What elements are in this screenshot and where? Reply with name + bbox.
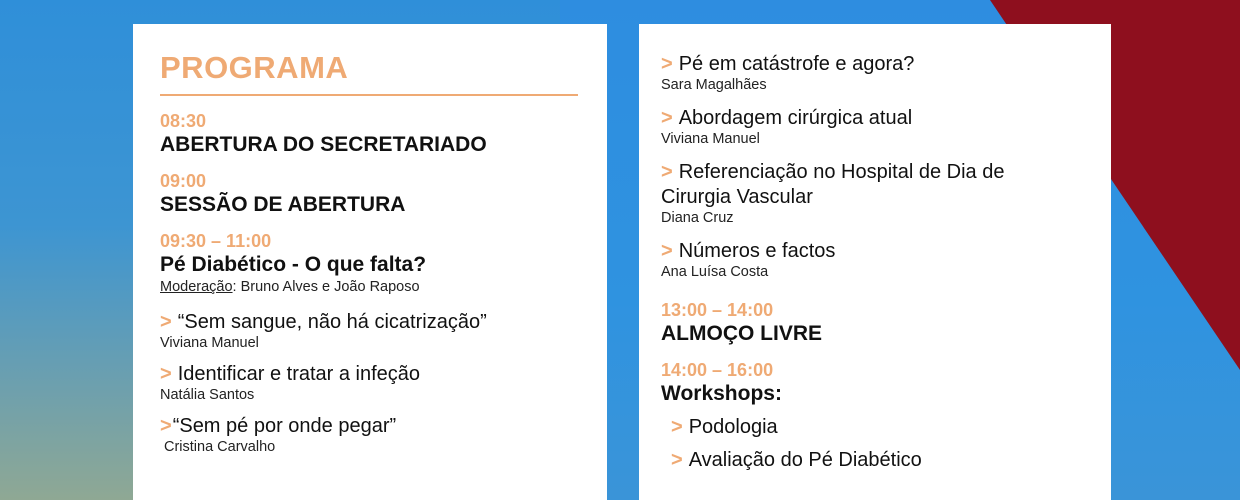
- talk-speaker: Viviana Manuel: [160, 335, 259, 351]
- chevron-right-icon: >: [671, 449, 683, 471]
- workshop-item: [661, 415, 1089, 440]
- entry-heading: Pé Diabético - O que falta?: [160, 253, 427, 276]
- talk-item: [160, 414, 580, 456]
- chevron-right-icon: >: [661, 53, 673, 75]
- talk-title: Pé em catástrofe e agora?: [678, 53, 915, 75]
- chevron-right-icon: >: [160, 311, 172, 333]
- schedule-entry: [661, 359, 1089, 473]
- workshop-title: Avaliação do Pé Diabético: [688, 449, 922, 471]
- talk-title: “Sem sangue, não há cicatrização”: [177, 311, 487, 333]
- talk-item: [661, 52, 1089, 94]
- talk-speaker: Cristina Carvalho: [164, 439, 276, 455]
- talk-speaker: Natália Santos: [160, 387, 255, 403]
- chevron-right-icon: >: [661, 107, 673, 129]
- chevron-right-icon: >: [671, 416, 683, 438]
- program-title: PROGRAMA: [160, 50, 578, 96]
- talk-item: [661, 160, 1089, 227]
- workshop-item: [661, 448, 1089, 473]
- program-card-left: [133, 24, 607, 500]
- entry-time: 13:00 – 14:00: [661, 300, 774, 320]
- talk-speaker: Diana Cruz: [661, 210, 734, 226]
- moderation-names: : Bruno Alves e João Raposo: [232, 279, 420, 295]
- moderation-label: Moderação: [160, 279, 233, 295]
- entry-time: 09:30 – 11:00: [160, 231, 272, 251]
- entry-time: 09:00: [160, 171, 207, 191]
- entry-time: 08:30: [160, 111, 207, 131]
- talk-item: [160, 310, 580, 352]
- entry-heading: Workshops:: [661, 382, 782, 405]
- chevron-right-icon: >: [661, 240, 673, 262]
- talk-title: Abordagem cirúrgica atual: [678, 107, 913, 129]
- talk-speaker: Sara Magalhães: [661, 77, 767, 93]
- schedule-entry: [160, 170, 580, 218]
- talk-item: [160, 362, 580, 404]
- entry-heading: ALMOÇO LIVRE: [661, 322, 822, 345]
- schedule-entry: [160, 230, 580, 296]
- talk-title-line1: Referenciação no Hospital de Dia de: [678, 161, 1005, 183]
- workshop-title: Podologia: [688, 416, 778, 438]
- chevron-right-icon: >: [160, 363, 172, 385]
- talk-speaker: Viviana Manuel: [661, 131, 760, 147]
- entry-time: 14:00 – 16:00: [661, 360, 774, 380]
- entry-heading: ABERTURA DO SECRETARIADO: [160, 133, 487, 156]
- talk-item: [661, 239, 1089, 281]
- talk-title-line2: Cirurgia Vascular: [661, 186, 813, 208]
- moderation-line: [160, 278, 580, 296]
- talk-title: “Sem pé por onde pegar”: [172, 415, 397, 437]
- talk-title: Números e factos: [678, 240, 836, 262]
- schedule-entry: [160, 110, 580, 158]
- entry-heading: SESSÃO DE ABERTURA: [160, 193, 406, 216]
- chevron-right-icon: >: [160, 415, 172, 437]
- talk-item: [661, 106, 1089, 148]
- talk-speaker: Ana Luísa Costa: [661, 264, 769, 280]
- chevron-right-icon: >: [661, 161, 673, 183]
- program-card-right: [639, 24, 1111, 500]
- schedule-entry: [661, 299, 1089, 347]
- talk-title: Identificar e tratar a infeção: [177, 363, 421, 385]
